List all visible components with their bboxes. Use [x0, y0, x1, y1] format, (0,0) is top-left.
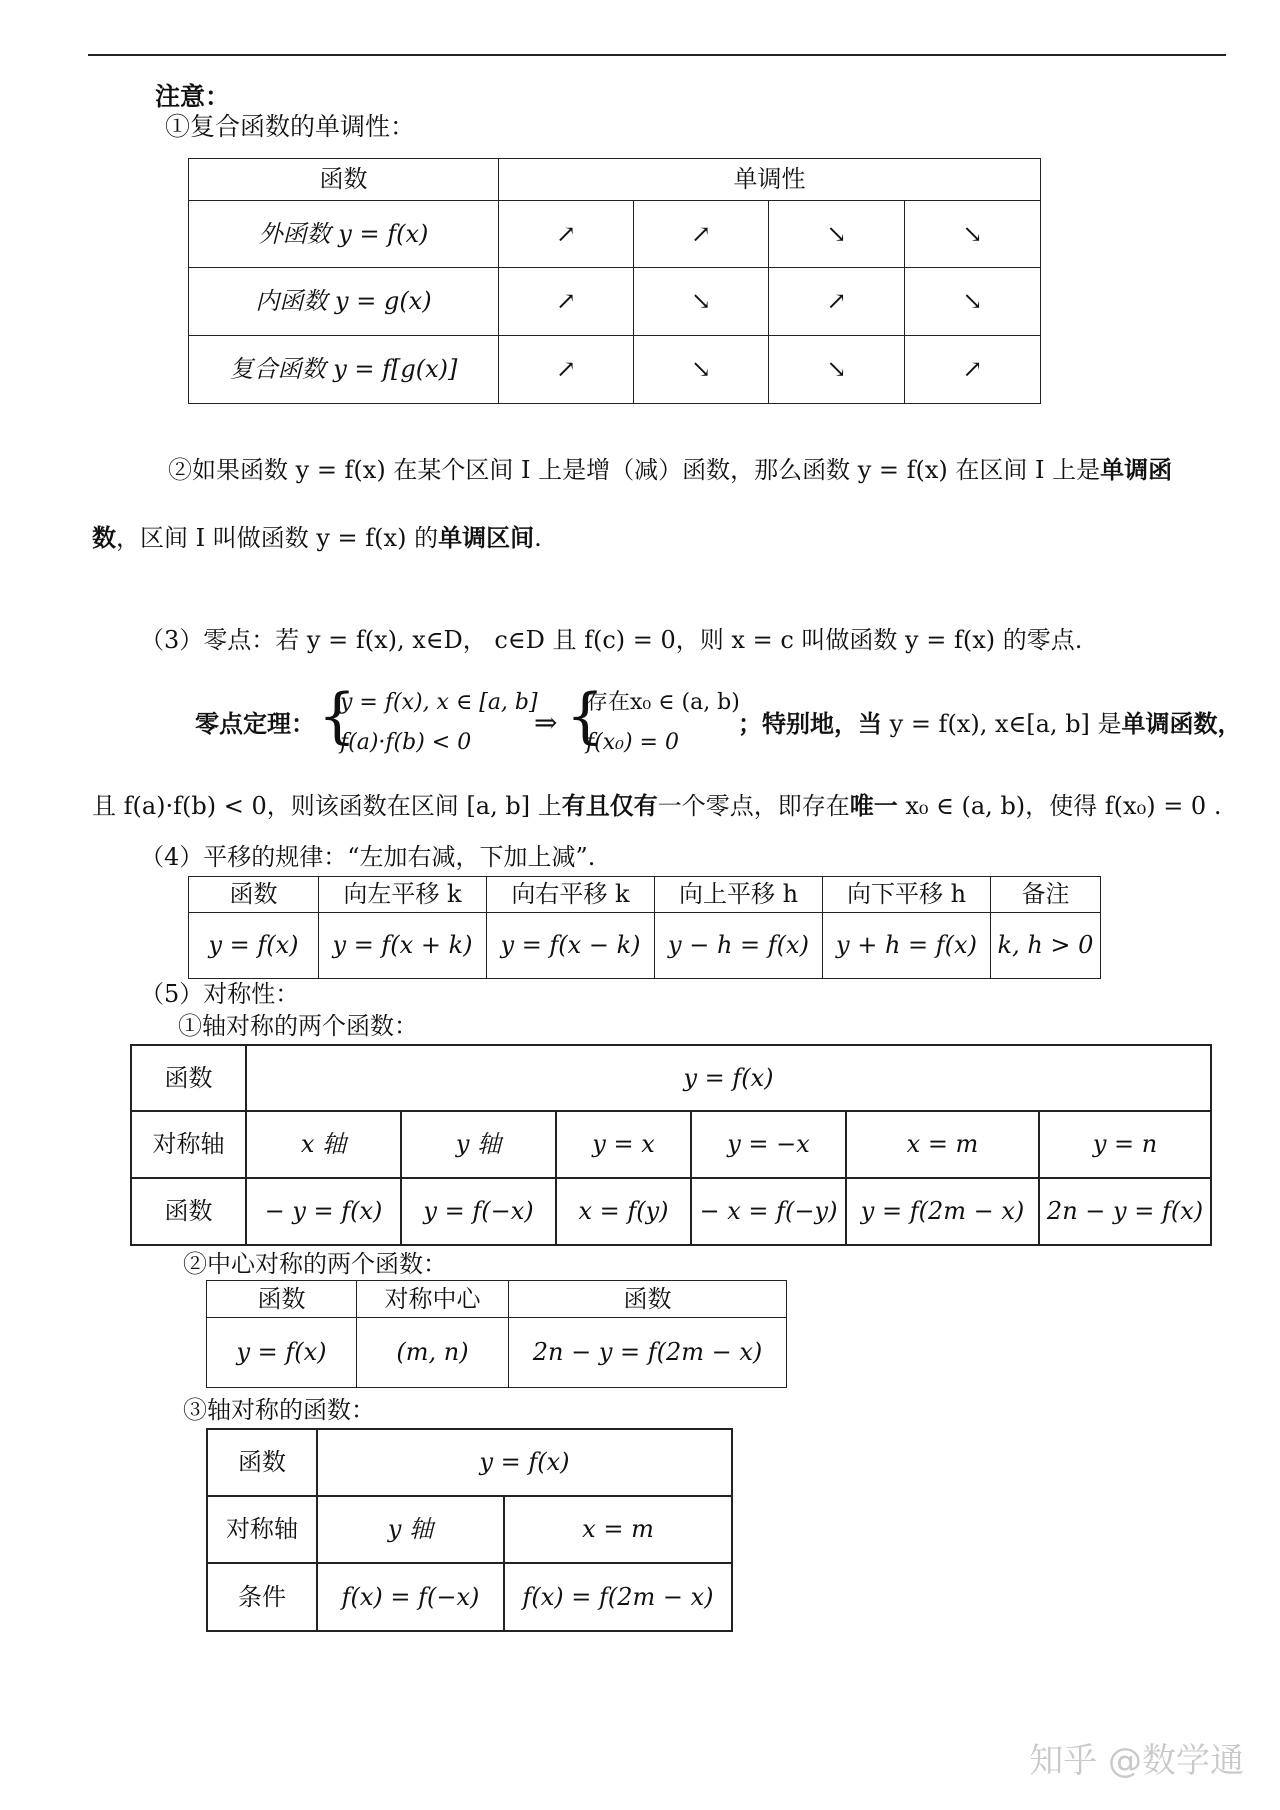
- arrow-icon: ↘: [769, 336, 905, 404]
- s3-tail-mid: y = f(x), x∈[a, b] 是: [882, 710, 1122, 738]
- s5a-cell: 2n − y = f(x): [1039, 1178, 1211, 1245]
- s3-zero-point-line: （3）零点：若 y = f(x), x∈D， c∈D 且 f(c) = 0，则 x = c 叫做函数 y = f(x) 的零点.: [140, 626, 1083, 654]
- watermark: 知乎 @数学通: [1029, 1741, 1244, 1782]
- s5a-cell: − x = f(−y): [691, 1178, 846, 1245]
- table-row: [189, 913, 1101, 979]
- s5a-cell: x = f(y): [556, 1178, 691, 1245]
- s5a-cell: y = f(x): [246, 1045, 1211, 1111]
- s2-line1: [168, 456, 1172, 485]
- s5a-cell: y = −x: [691, 1111, 846, 1178]
- arrow-icon: ↘: [905, 201, 1041, 268]
- s5b-header: 函数: [207, 1281, 357, 1318]
- s2-line2: [92, 524, 542, 553]
- axis-symmetry-table: [130, 1044, 1212, 1246]
- s3-line2-bold2: 唯一: [849, 791, 898, 820]
- s4-title: （4）平移的规律：“左加右减，下加上减”.: [140, 843, 596, 871]
- s2-line2-period: .: [534, 524, 542, 552]
- s5a-cell: x 轴: [246, 1111, 401, 1178]
- s3-line2-bold: 有且仅有: [561, 791, 658, 820]
- s3-line2: [92, 792, 1221, 821]
- s5c-cell: y 轴: [317, 1496, 504, 1563]
- s3-theorem-label: 零点定理：: [195, 709, 315, 738]
- s5a-cell: 函数: [131, 1045, 246, 1111]
- s4-cell: y = f(x): [189, 913, 319, 979]
- s5a-cell: y = n: [1039, 1111, 1211, 1178]
- s5-title: （5）对称性：: [140, 980, 300, 1008]
- s5c-cell: f(x) = f(2m − x): [504, 1563, 732, 1631]
- arrow-icon: ↘: [769, 201, 905, 268]
- central-symmetry-table: [206, 1280, 787, 1388]
- s4-header: 向上平移 h: [655, 877, 823, 913]
- s4-cell: y + h = f(x): [823, 913, 991, 979]
- table-row: [189, 268, 1041, 336]
- s5c-cell: y = f(x): [317, 1429, 732, 1496]
- translation-table: [188, 876, 1101, 979]
- s1-title: ①复合函数的单调性：: [165, 112, 416, 141]
- s3-sys1a: y = f(x), x ∈ [a, b]: [340, 690, 538, 715]
- s3-line2-text: 且 f(a)·f(b) < 0，则该函数在区间 [a, b] 上: [92, 792, 562, 820]
- table-row: [131, 1111, 1211, 1178]
- s5b-cell: (m, n): [357, 1318, 509, 1388]
- s2-line2-bold2: 单调区间: [438, 523, 535, 552]
- s4-header: 函数: [189, 877, 319, 913]
- top-rule: [88, 54, 1226, 56]
- arrow-icon: ↘: [634, 336, 769, 404]
- s2-line2-bold: 数: [92, 523, 116, 552]
- s5a-cell: 函数: [131, 1178, 246, 1245]
- s2-line1-bold: 单调函: [1100, 455, 1173, 484]
- s4-header: 向下平移 h: [823, 877, 991, 913]
- arrow-icon: ↗: [499, 201, 634, 268]
- arrow-icon: ↘: [634, 268, 769, 336]
- s4-header: 向左平移 k: [319, 877, 487, 913]
- table-row: [131, 1178, 1211, 1245]
- s5c-cell: 对称轴: [207, 1496, 317, 1563]
- s5a-cell: y = x: [556, 1111, 691, 1178]
- s3-tail-bold3: 单调函数，: [1121, 709, 1242, 738]
- s3-sys1b: f(a)·f(b) < 0: [340, 730, 472, 755]
- s3-tail-bold2: 当: [858, 709, 882, 738]
- s5a-cell: x = m: [846, 1111, 1039, 1178]
- s5a-cell: y 轴: [401, 1111, 556, 1178]
- table-row: [207, 1563, 732, 1631]
- s5b-header: 对称中心: [357, 1281, 509, 1318]
- arrow-icon: ↘: [905, 268, 1041, 336]
- s3-sys2b: f(x₀) = 0: [586, 730, 679, 755]
- left-brace-icon: {: [318, 681, 357, 751]
- s1-header-monotonic: 单调性: [499, 159, 1041, 201]
- s3-line2-text2: 一个零点，即存在: [657, 792, 850, 820]
- s5c-cell: f(x) = f(−x): [317, 1563, 504, 1631]
- arrow-icon: ↗: [905, 336, 1041, 404]
- s1-row-label: 外函数 y = f(x): [189, 201, 499, 268]
- s3-sys2a: 存在x₀ ∈ (a, b): [586, 690, 740, 715]
- arrow-icon: ↗: [634, 201, 769, 268]
- s3-tail: [738, 710, 1242, 739]
- s5b-cell: y = f(x): [207, 1318, 357, 1388]
- s5a-cell: y = f(2m − x): [846, 1178, 1039, 1245]
- s5c-cell: 条件: [207, 1563, 317, 1631]
- table-row: [207, 1496, 732, 1563]
- s1-row-label: 内函数 y = g(x): [189, 268, 499, 336]
- left-brace-icon: {: [566, 681, 605, 751]
- s4-header: 向右平移 k: [487, 877, 655, 913]
- s5a-cell: y = f(−x): [401, 1178, 556, 1245]
- table-row: [189, 336, 1041, 404]
- s5a-cell: − y = f(x): [246, 1178, 401, 1245]
- arrow-icon: ↗: [769, 268, 905, 336]
- s4-cell: y − h = f(x): [655, 913, 823, 979]
- note-heading: 注意：: [155, 82, 231, 111]
- arrow-icon: ↗: [499, 336, 634, 404]
- table-row: [189, 201, 1041, 268]
- s5a-cell: 对称轴: [131, 1111, 246, 1178]
- monotonicity-table: [188, 158, 1041, 404]
- s5c-cell: 函数: [207, 1429, 317, 1496]
- s4-cell: y = f(x − k): [487, 913, 655, 979]
- s2-line2-text: ，区间 I 叫做函数 y = f(x) 的: [116, 524, 439, 552]
- s1-header-function: 函数: [189, 159, 499, 201]
- s5-sub3-title: ③轴对称的函数：: [183, 1396, 375, 1424]
- arrow-icon: ↗: [499, 268, 634, 336]
- table-row: [207, 1318, 787, 1388]
- s5-sub1-title: ①轴对称的两个函数：: [178, 1012, 418, 1040]
- s2-line1-text: ②如果函数 y = f(x) 在某个区间 I 上是增（减）函数，那么函数 y = f(x) 在区间 I 上是: [168, 456, 1101, 484]
- s5b-cell: 2n − y = f(2m − x): [509, 1318, 787, 1388]
- s3-line2-text3: x₀ ∈ (a, b)，使得 f(x₀) = 0 .: [897, 792, 1222, 820]
- single-axis-symmetry-table: [206, 1428, 733, 1632]
- s5c-cell: x = m: [504, 1496, 732, 1563]
- s1-row-label: 复合函数 y = f[g(x)]: [189, 336, 499, 404]
- s5b-header: 函数: [509, 1281, 787, 1318]
- s4-cell: k, h > 0: [991, 913, 1101, 979]
- s4-header: 备注: [991, 877, 1101, 913]
- implies-icon: ⇒: [534, 706, 558, 739]
- s5-sub2-title: ②中心对称的两个函数：: [183, 1250, 447, 1278]
- s4-cell: y = f(x + k): [319, 913, 487, 979]
- s3-tail-bold1: ；特别地，: [738, 709, 858, 738]
